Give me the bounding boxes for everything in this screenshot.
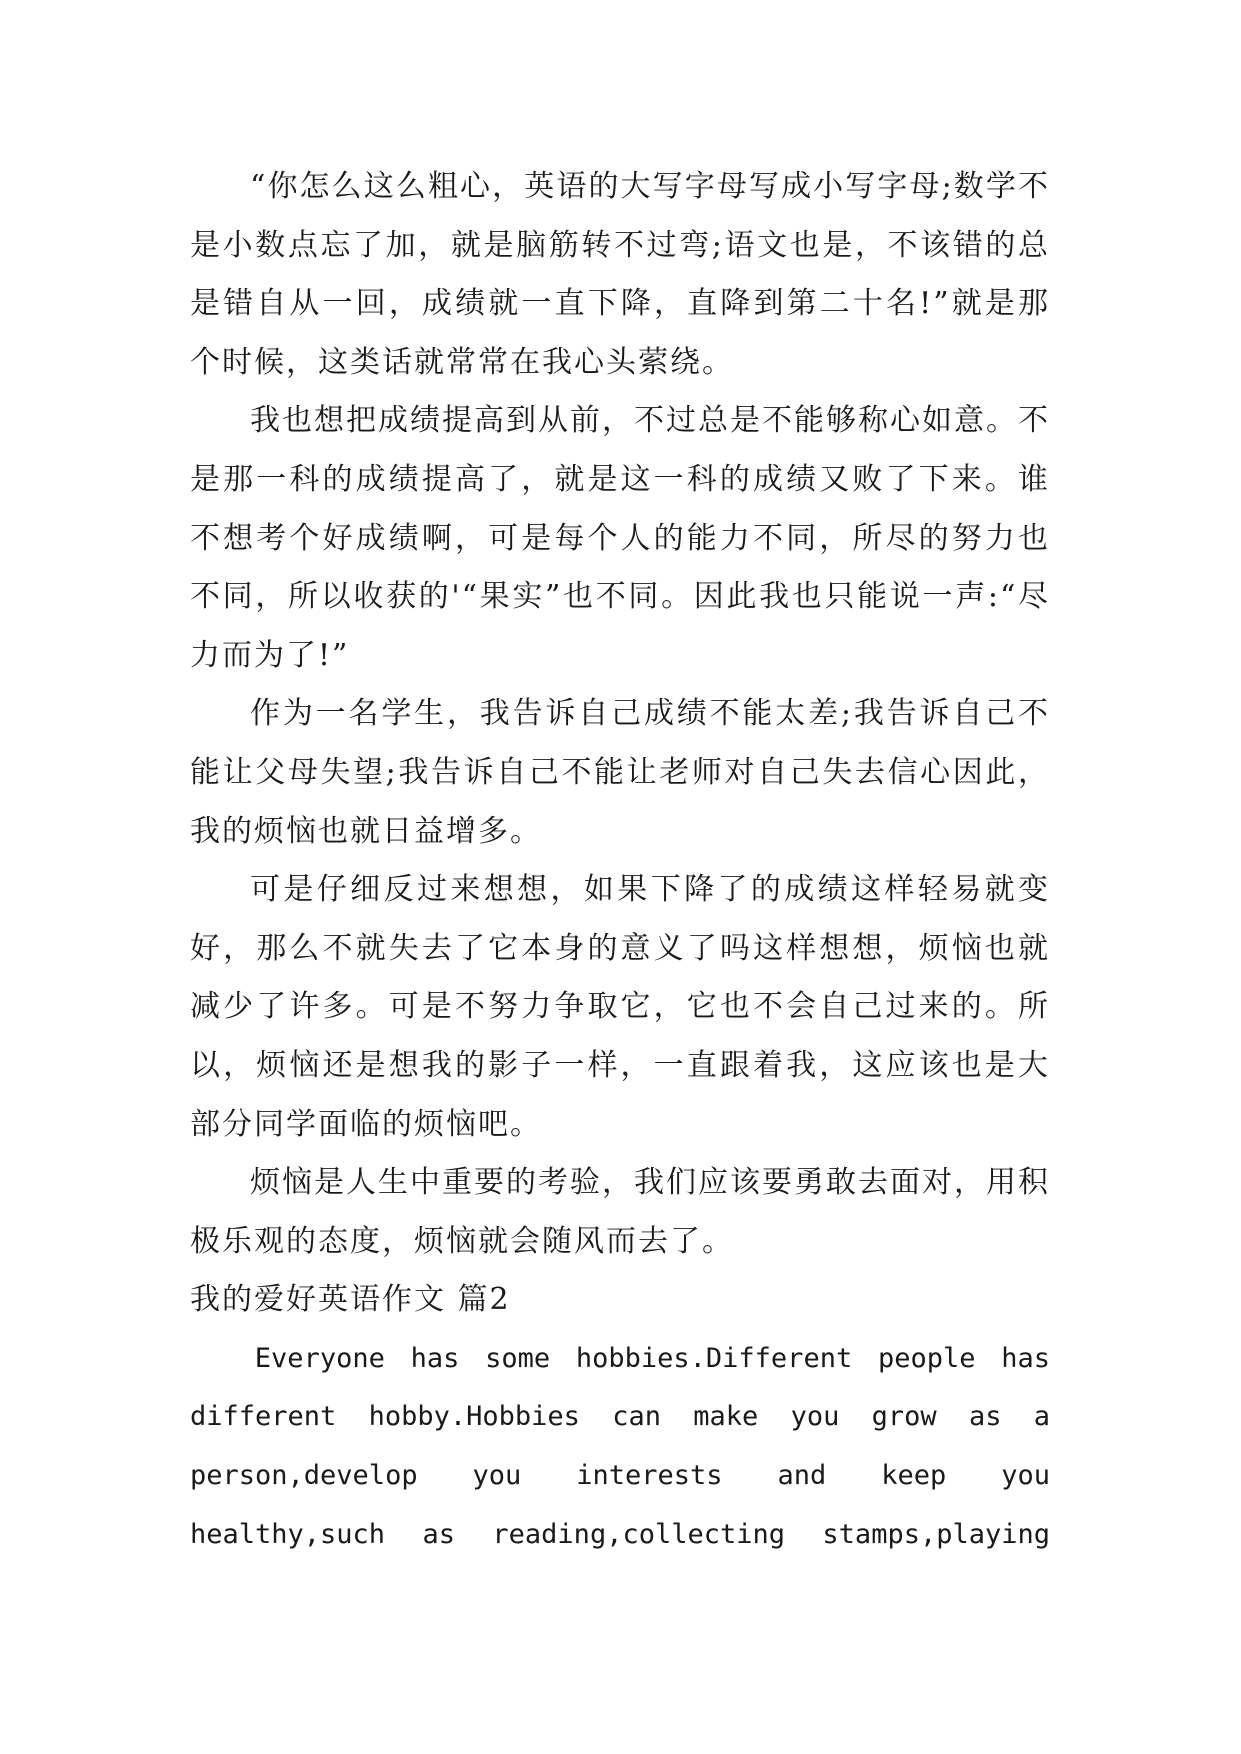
document-body	[190, 158, 1050, 1564]
paragraph-4: 可是仔细反过来想想，如果下降了的成绩这样轻易就变好，那么不就失去了它本身的意义了吗这样想想，烦恼也就减少了许多。可是不努力争取它，它也不会自己过来的。所以，烦恼还是想我的影子一样，一直跟着我，这应该也是大部分同学面临的烦恼吧。	[190, 872, 1050, 1142]
paragraph-2: 我也想把成绩提高到从前，不过总是不能够称心如意。不是那一科的成绩提高了，就是这一科的成绩又败了下来。谁不想考个好成绩啊，可是每个人的能力不同，所尽的努力也不同，所以收获的'“果实”也不同。因此我也只能说一声:“尽力而为了!”	[190, 403, 1050, 673]
paragraph-3: 作为一名学生，我告诉自己成绩不能太差;我告诉自己不能让父母失望;我告诉自己不能让老师对自己失去信心因此，我的烦恼也就日益增多。	[190, 696, 1050, 849]
paragraph-5: 烦恼是人生中重要的考验，我们应该要勇敢去面对，用积极乐观的态度，烦恼就会随风而去了。	[190, 1165, 1050, 1259]
english-paragraph: Everyone has some hobbies.Different people has different hobby.Hobbies can make you grow as a person,develop you interests and keep you healthy,such as reading,collecting stamps,playing	[190, 1342, 1050, 1550]
paragraph-1: “你怎么这么粗心，英语的大写字母写成小写字母;数学不是小数点忘了加，就是脑筋转不过弯;语文也是，不该错的总是错自从一回，成绩就一直下降，直降到第二十名!”就是那个时候，这类话就常常在我心头萦绕。	[190, 169, 1050, 380]
section-heading: 我的爱好英语作文 篇2	[190, 1282, 511, 1318]
